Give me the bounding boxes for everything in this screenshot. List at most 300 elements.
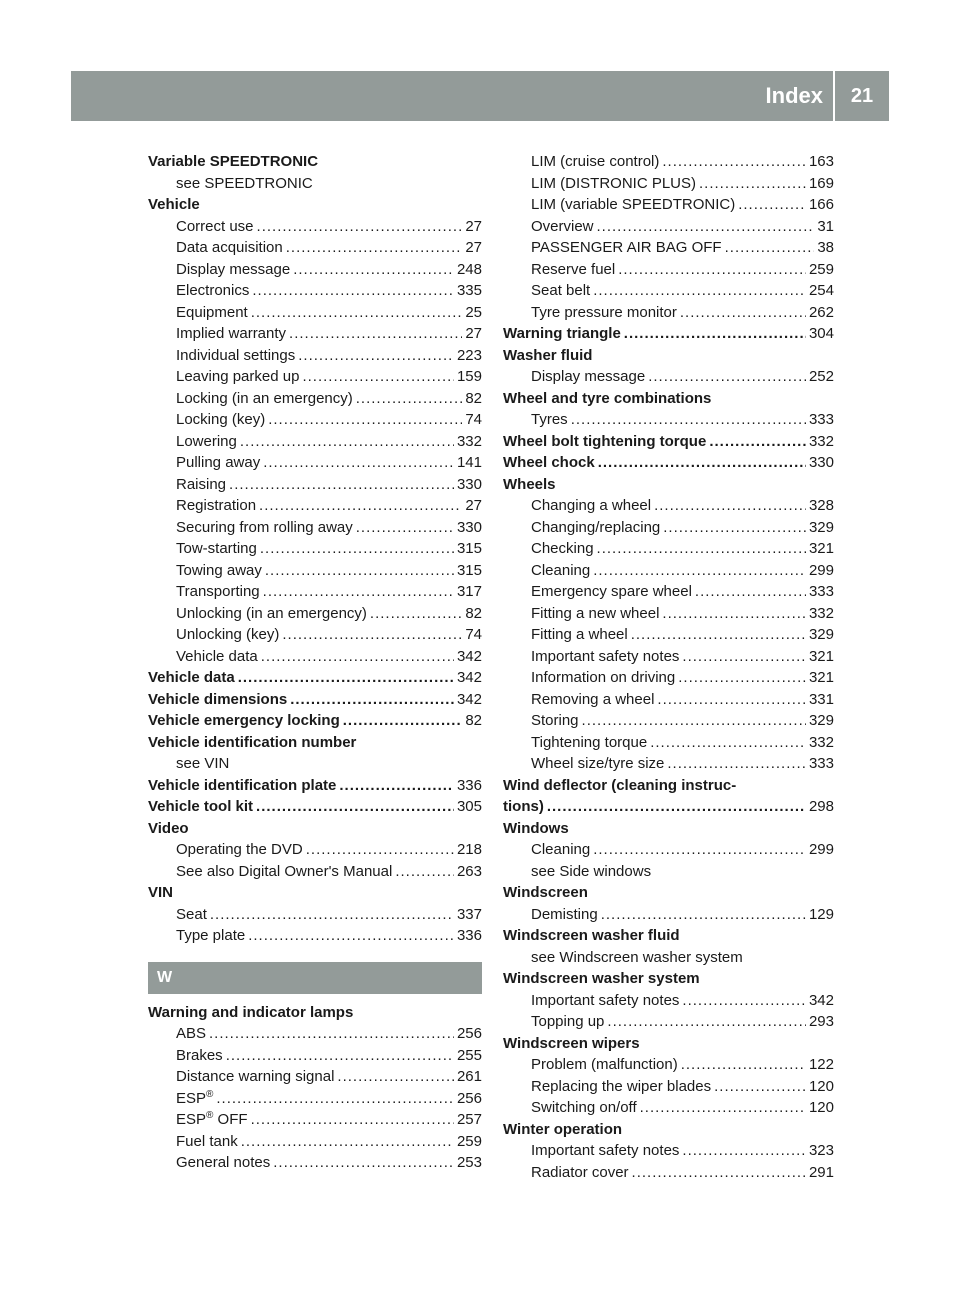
dot-leader (682, 1140, 806, 1162)
index-subentry[interactable] (503, 839, 834, 861)
dot-leader (725, 237, 815, 259)
page-reference[interactable]: 333 (808, 411, 834, 428)
page-reference[interactable]: 333 (808, 583, 834, 600)
index-subentry[interactable] (148, 1109, 482, 1131)
dot-leader (241, 1131, 454, 1153)
page-reference[interactable]: 330 (456, 475, 482, 493)
dot-leader (306, 839, 454, 861)
index-subentry[interactable] (503, 517, 834, 539)
entry-label: tions) (503, 798, 544, 815)
entry-label: Cleaning (531, 841, 591, 858)
dot-leader (298, 345, 454, 367)
dot-leader (289, 323, 462, 345)
page-reference[interactable]: 257 (456, 1111, 482, 1128)
dot-leader (252, 280, 454, 302)
index-entry[interactable] (148, 667, 482, 689)
entry-label: see VIN (176, 755, 230, 772)
index-subentry[interactable] (503, 151, 834, 173)
entry-label: Lowering (176, 432, 237, 450)
entry-label: Emergency spare wheel (531, 583, 692, 600)
index-entry (503, 474, 834, 496)
dot-leader (251, 302, 463, 324)
dot-leader (240, 431, 454, 453)
dot-leader (273, 1152, 454, 1174)
dot-leader (593, 560, 806, 582)
dot-leader (229, 474, 454, 496)
index-subentry[interactable] (503, 624, 834, 646)
index-subentry[interactable] (148, 323, 482, 345)
page-reference[interactable]: 298 (808, 798, 834, 815)
entry-label: Important safety notes (531, 1142, 680, 1159)
page-reference[interactable]: 299 (808, 841, 834, 858)
page-reference[interactable]: 256 (456, 1089, 482, 1107)
index-subentry[interactable] (503, 1162, 834, 1184)
page-header (71, 71, 889, 121)
page-reference[interactable]: 342 (808, 991, 834, 1009)
index-subentry[interactable] (148, 366, 482, 388)
entry-label: Implied warranty (176, 325, 287, 342)
page-reference[interactable]: 169 (808, 174, 834, 192)
index-subentry[interactable] (503, 280, 834, 302)
index-subentry[interactable] (503, 302, 834, 324)
entry-label: ESP® OFF (176, 1110, 248, 1128)
entry-label: Demisting (531, 905, 598, 923)
index-subentry[interactable] (503, 173, 834, 195)
index-subentry[interactable] (503, 194, 834, 216)
dot-leader (370, 603, 462, 625)
index-subentry[interactable] (503, 538, 834, 560)
entry-label: VIN (148, 884, 174, 901)
index-subentry[interactable] (148, 409, 482, 431)
entry-label: see Windscreen washer system (531, 948, 743, 966)
entry-label: Wheel size/tyre size (531, 755, 665, 772)
entry-label: Video (148, 819, 189, 837)
entry-label: Seat (176, 905, 207, 923)
page-reference[interactable]: 330 (808, 454, 834, 471)
dot-leader (682, 646, 806, 668)
entry-label: Changing a wheel (531, 497, 652, 514)
dot-leader (662, 603, 806, 625)
entry-label: Leaving parked up (176, 368, 300, 385)
entry-label: Wheel chock (503, 454, 595, 471)
page-reference[interactable]: 336 (456, 927, 482, 944)
index-subentry[interactable] (148, 431, 482, 453)
dot-leader (631, 624, 806, 646)
index-subentry[interactable] (503, 646, 834, 668)
page-reference[interactable]: 337 (456, 905, 482, 923)
entry-label: LIM (cruise control) (531, 153, 660, 170)
index-entry[interactable] (503, 796, 834, 818)
entry-label: Data acquisition (176, 239, 283, 256)
page-reference[interactable]: 299 (808, 561, 834, 579)
page-reference[interactable]: 304 (808, 325, 834, 342)
dot-leader (640, 1097, 806, 1119)
dot-leader (268, 409, 462, 431)
page-reference[interactable]: 332 (808, 733, 834, 751)
index-subentry[interactable] (148, 280, 482, 302)
page-reference[interactable]: 321 (808, 540, 834, 557)
page-reference[interactable]: 256 (456, 1025, 482, 1042)
dot-leader (662, 151, 806, 173)
dot-leader (356, 388, 463, 410)
page-reference[interactable]: 333 (808, 755, 834, 772)
page-reference[interactable]: 321 (808, 669, 834, 686)
entry-label: Vehicle dimensions (148, 690, 288, 708)
entry-label: Towing away (176, 561, 262, 579)
dot-leader (293, 259, 454, 281)
page-reference[interactable]: 342 (456, 669, 482, 686)
page-reference[interactable]: 120 (808, 1077, 834, 1095)
page-reference[interactable]: 329 (808, 712, 834, 729)
page-reference[interactable]: 259 (456, 1132, 482, 1150)
page-reference[interactable]: 82 (465, 712, 482, 729)
index-entry (503, 775, 834, 797)
page-reference[interactable]: 248 (456, 260, 482, 278)
entry-label: Tow-starting (176, 540, 257, 557)
index-entry[interactable] (503, 323, 834, 345)
page-reference[interactable]: 332 (808, 432, 834, 450)
index-entry[interactable] (148, 710, 482, 732)
page-reference[interactable]: 332 (456, 432, 482, 450)
entry-label: Electronics (176, 282, 250, 299)
index-column-left (148, 151, 482, 1174)
page-reference[interactable]: 31 (817, 217, 834, 235)
index-entry (148, 732, 482, 754)
entry-label: Winter operation (503, 1120, 623, 1138)
page-reference[interactable]: 163 (808, 153, 834, 170)
entry-label: Windscreen wipers (503, 1034, 640, 1052)
page-reference[interactable]: 262 (808, 303, 834, 321)
index-entry (503, 1033, 834, 1055)
index-subentry[interactable] (503, 581, 834, 603)
page-reference[interactable]: 332 (808, 604, 834, 622)
entry-label: PASSENGER AIR BAG OFF (531, 239, 722, 256)
page-reference[interactable]: 329 (808, 518, 834, 536)
index-entry[interactable] (503, 452, 834, 474)
registered-mark: ® (206, 1110, 214, 1121)
index-subentry (148, 173, 482, 195)
index-subentry[interactable] (503, 1054, 834, 1076)
dot-leader (663, 517, 806, 539)
dot-leader (598, 452, 806, 474)
entry-label: Wheel and tyre combinations (503, 389, 712, 407)
page-reference[interactable]: 122 (808, 1056, 834, 1073)
index-subentry[interactable] (148, 452, 482, 474)
entry-label: Windows (503, 819, 569, 837)
entry-label: See also Digital Owner's Manual (176, 862, 393, 880)
entry-label: Unlocking (in an emergency) (176, 604, 367, 622)
dot-leader (259, 495, 462, 517)
entry-label: Vehicle tool kit (148, 798, 254, 815)
entry-label: see Side windows (531, 862, 652, 880)
page-reference[interactable]: 259 (808, 260, 834, 278)
index-entry (148, 1002, 482, 1024)
entry-label: Fitting a new wheel (531, 604, 660, 622)
index-subentry[interactable] (148, 581, 482, 603)
index-subentry[interactable] (148, 624, 482, 646)
page-reference[interactable]: 252 (808, 368, 834, 385)
entry-label: Transporting (176, 583, 260, 600)
dot-leader (601, 904, 806, 926)
index-subentry[interactable] (503, 495, 834, 517)
entry-label: Wind deflector (cleaning instruc- (503, 776, 737, 794)
page-reference[interactable]: 293 (808, 1013, 834, 1030)
entry-label: Removing a wheel (531, 690, 655, 708)
entry-label: Vehicle identification plate (148, 776, 337, 794)
index-entry (503, 1119, 834, 1141)
index-subentry[interactable] (148, 560, 482, 582)
index-subentry[interactable] (148, 345, 482, 367)
page-reference[interactable]: 74 (465, 411, 482, 428)
index-subentry[interactable] (503, 560, 834, 582)
entry-label: Operating the DVD (176, 841, 303, 858)
index-subentry[interactable] (148, 839, 482, 861)
entry-label: Locking (key) (176, 411, 266, 428)
index-subentry[interactable] (148, 925, 482, 947)
dot-leader (216, 1088, 454, 1110)
index-subentry[interactable] (148, 603, 482, 625)
index-subentry[interactable] (148, 237, 482, 259)
page-reference[interactable]: 305 (456, 798, 482, 815)
entry-label: Radiator cover (531, 1163, 629, 1181)
dot-leader (339, 775, 454, 797)
entry-label: Windscreen (503, 884, 588, 901)
index-subentry[interactable] (503, 732, 834, 754)
page-reference[interactable]: 25 (465, 303, 482, 321)
dot-leader (709, 431, 806, 453)
entry-label: Storing (531, 712, 579, 729)
entry-label: Cleaning (531, 561, 591, 579)
page-reference[interactable]: 323 (808, 1142, 834, 1159)
dot-leader (263, 581, 454, 603)
page-reference[interactable]: 27 (465, 217, 482, 235)
dot-leader (302, 366, 454, 388)
index-subentry[interactable] (148, 1088, 482, 1110)
index-subentry (503, 861, 834, 883)
entry-label: Display message (176, 260, 291, 278)
index-subentry[interactable] (503, 259, 834, 281)
page-reference[interactable]: 317 (456, 583, 482, 600)
dot-leader (680, 302, 806, 324)
page-reference[interactable]: 328 (808, 497, 834, 514)
entry-label: Fitting a wheel (531, 626, 628, 643)
dot-leader (263, 452, 454, 474)
dot-leader (597, 216, 815, 238)
page-reference[interactable]: 342 (456, 647, 482, 665)
index-subentry[interactable] (148, 1045, 482, 1067)
page-reference[interactable]: 329 (808, 626, 834, 643)
entry-label: Wheels (503, 475, 556, 493)
dot-leader (738, 194, 806, 216)
page-reference[interactable]: 120 (808, 1099, 834, 1116)
entry-label: Individual settings (176, 346, 296, 364)
page-reference[interactable]: 315 (456, 561, 482, 579)
entry-label: Wheel bolt tightening torque (503, 432, 707, 450)
index-subentry[interactable] (148, 495, 482, 517)
index-subentry[interactable] (503, 366, 834, 388)
index-entry (503, 818, 834, 840)
index-subentry[interactable] (148, 1131, 482, 1153)
index-subentry[interactable] (503, 689, 834, 711)
page-reference[interactable]: 321 (808, 647, 834, 665)
index-subentry[interactable] (503, 1097, 834, 1119)
page-reference[interactable]: 223 (456, 346, 482, 364)
index-entry[interactable] (148, 775, 482, 797)
entry-label: Display message (531, 368, 646, 385)
dot-leader (251, 1109, 454, 1131)
entry-label: Problem (malfunction) (531, 1056, 678, 1073)
dot-leader (667, 753, 806, 775)
index-subentry[interactable] (503, 237, 834, 259)
index-subentry[interactable] (148, 904, 482, 926)
entry-label: Vehicle data (148, 669, 235, 686)
index-entry[interactable] (148, 689, 482, 711)
index-entry (148, 818, 482, 840)
page-reference[interactable]: 254 (808, 282, 834, 299)
section-heading: W (148, 962, 482, 994)
entry-label: Type plate (176, 927, 246, 944)
page-reference[interactable]: 166 (808, 196, 834, 213)
page-reference[interactable]: 330 (456, 518, 482, 536)
page-reference[interactable]: 129 (808, 905, 834, 923)
entry-label: Replacing the wiper blades (531, 1077, 712, 1095)
page-reference[interactable]: 263 (456, 862, 482, 880)
index-subentry[interactable] (503, 1140, 834, 1162)
dot-leader (248, 925, 454, 947)
index-subentry[interactable] (503, 667, 834, 689)
entry-label: Checking (531, 540, 594, 557)
index-subentry[interactable] (148, 861, 482, 883)
entry-label: Locking (in an emergency) (176, 389, 353, 407)
page-reference[interactable]: 27 (465, 325, 482, 342)
dot-leader (650, 732, 806, 754)
index-entry (503, 345, 834, 367)
entry-label: Tyre pressure monitor (531, 303, 677, 321)
entry-label: ESP® (176, 1088, 214, 1107)
entry-label: Fuel tank (176, 1132, 238, 1150)
entry-label: Important safety notes (531, 647, 680, 665)
index-entry (503, 925, 834, 947)
dot-leader (337, 1066, 454, 1088)
entry-label: Important safety notes (531, 991, 680, 1009)
dot-leader (624, 323, 806, 345)
page-reference[interactable]: 159 (456, 368, 482, 385)
page-reference[interactable]: 218 (456, 841, 482, 858)
entry-label: Vehicle (148, 196, 200, 213)
index-subentry[interactable] (503, 990, 834, 1012)
entry-label: Brakes (176, 1046, 223, 1064)
index-subentry[interactable] (503, 753, 834, 775)
index-subentry[interactable] (503, 904, 834, 926)
index-subentry[interactable] (148, 1023, 482, 1045)
index-subentry[interactable] (148, 216, 482, 238)
dot-leader (699, 173, 806, 195)
dot-leader (678, 667, 806, 689)
page-reference[interactable]: 336 (456, 776, 482, 794)
index-entry (503, 882, 834, 904)
dot-leader (632, 1162, 806, 1184)
entry-label: Overview (531, 217, 594, 235)
index-subentry[interactable] (503, 1076, 834, 1098)
dot-leader (226, 1045, 454, 1067)
index-subentry[interactable] (503, 216, 834, 238)
page-number: 21 (850, 84, 874, 107)
entry-label: Windscreen washer system (503, 970, 700, 987)
index-subentry[interactable] (148, 517, 482, 539)
entry-label: Warning and indicator lamps (148, 1003, 354, 1021)
entry-label: Pulling away (176, 454, 261, 471)
entry-label: Unlocking (key) (176, 626, 280, 643)
index-subentry[interactable] (148, 474, 482, 496)
dot-leader (343, 710, 463, 732)
index-entry (503, 968, 834, 990)
entry-label: Topping up (531, 1013, 605, 1030)
index-entry (148, 151, 482, 173)
dot-leader (238, 667, 454, 689)
index-subentry[interactable] (148, 1066, 482, 1088)
index-subentry[interactable] (503, 1011, 834, 1033)
dot-leader (356, 517, 454, 539)
entry-label: General notes (176, 1154, 271, 1171)
page-reference[interactable]: 315 (456, 540, 482, 557)
index-subentry[interactable] (503, 409, 834, 431)
page-reference[interactable]: 141 (456, 454, 482, 471)
page-reference[interactable]: 27 (465, 497, 482, 514)
entry-label: ABS (176, 1025, 207, 1042)
index-subentry[interactable] (148, 646, 482, 668)
page-reference[interactable]: 331 (808, 690, 834, 708)
entry-label: Registration (176, 497, 257, 514)
entry-label: Distance warning signal (176, 1068, 335, 1085)
index-subentry[interactable] (148, 538, 482, 560)
index-subentry[interactable] (148, 388, 482, 410)
page-reference[interactable]: 261 (456, 1068, 482, 1085)
dot-leader (607, 1011, 806, 1033)
dot-leader (286, 237, 463, 259)
dot-leader (593, 839, 806, 861)
page-reference[interactable]: 74 (465, 626, 482, 643)
entry-label: Vehicle emergency locking (148, 712, 340, 729)
page-reference[interactable]: 342 (456, 690, 482, 708)
page-reference[interactable]: 335 (456, 282, 482, 299)
entry-label: Variable SPEEDTRONIC (148, 153, 319, 170)
page-reference[interactable]: 253 (456, 1154, 482, 1171)
dot-leader (282, 624, 462, 646)
index-subentry[interactable] (148, 302, 482, 324)
page-reference[interactable]: 82 (465, 389, 482, 407)
dot-leader (582, 710, 806, 732)
page-reference[interactable]: 38 (817, 239, 834, 256)
page-reference[interactable]: 27 (465, 239, 482, 256)
index-subentry[interactable] (503, 603, 834, 625)
page-reference[interactable]: 255 (456, 1046, 482, 1064)
page-reference[interactable]: 82 (465, 604, 482, 622)
index-entry[interactable] (148, 796, 482, 818)
entry-label: Switching on/off (531, 1099, 637, 1116)
index-entry[interactable] (503, 431, 834, 453)
index-subentry (503, 947, 834, 969)
index-subentry[interactable] (148, 259, 482, 281)
dot-leader (395, 861, 454, 883)
index-entry (503, 388, 834, 410)
entry-label: see SPEEDTRONIC (176, 174, 313, 192)
index-subentry[interactable] (503, 710, 834, 732)
entry-label: Raising (176, 475, 227, 493)
dot-leader (618, 259, 806, 281)
page-reference[interactable]: 291 (808, 1163, 834, 1181)
index-entry (148, 882, 482, 904)
index-subentry[interactable] (148, 1152, 482, 1174)
